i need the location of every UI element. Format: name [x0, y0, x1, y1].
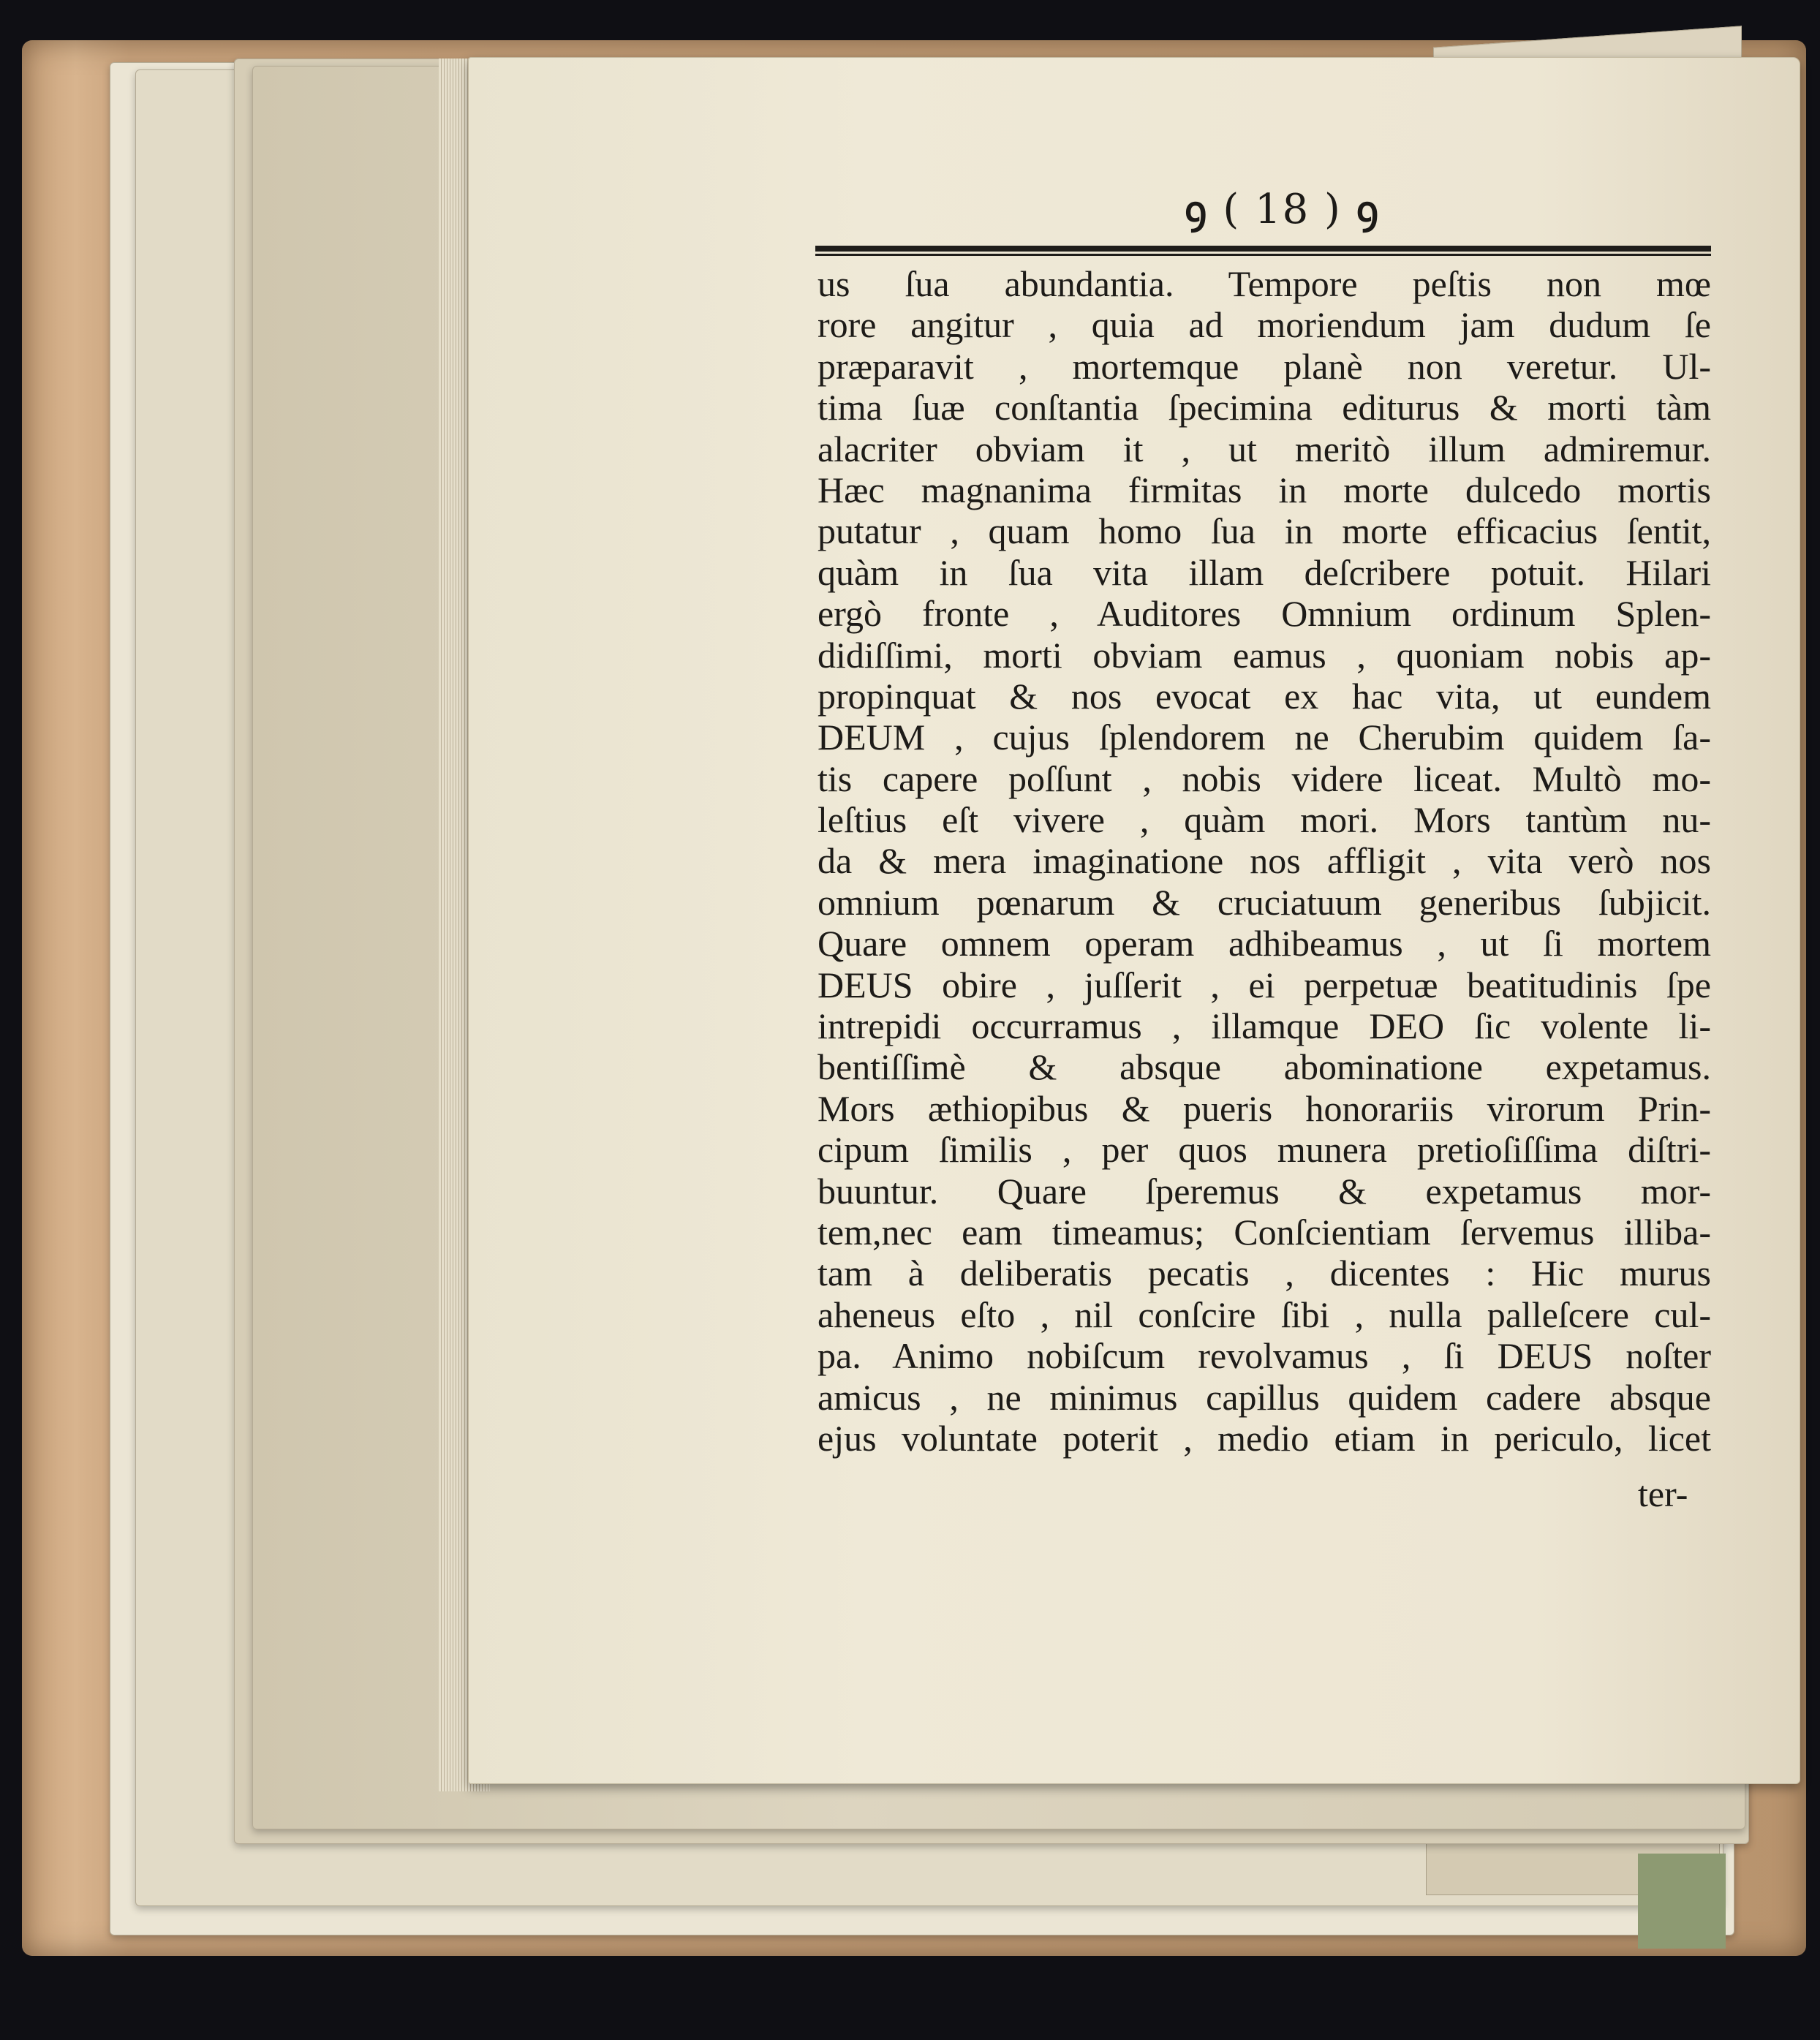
- text-line: didiſſimi, morti obviam eamus , quoniam nobis ap-: [818, 634, 1711, 676]
- text-line: tis capere poſſunt , nobis videre liceat. Multò mo-: [818, 758, 1711, 799]
- text-line: cipum ſimilis , per quos munera pretioſiſſima diſtri-: [818, 1129, 1711, 1171]
- text-line: tem,nec eam timeamus; Conſcientiam ſervemus illiba-: [818, 1211, 1711, 1253]
- text-line: rore angitur , quia ad moriendum jam dudum ſe: [818, 304, 1711, 346]
- text-line: Quare omnem operam adhibeamus , ut ſi mortem: [818, 923, 1711, 964]
- page-number: ( 18 ): [1223, 186, 1342, 233]
- text-line: buuntur. Quare ſperemus & expetamus mor-: [818, 1170, 1711, 1212]
- body-text: [818, 263, 1711, 1459]
- running-header: [1185, 183, 1380, 241]
- text-line: ejus voluntate poterit , medio etiam in periculo, licet: [818, 1417, 1711, 1459]
- text-line: alacriter obviam it , ut meritò illum admiremur.: [818, 428, 1711, 469]
- text-line: intrepidi occurramus , illamque DEO ſic volente li-: [818, 1005, 1711, 1047]
- text-line: ergò fronte , Auditores Omnium ordinum Splen-: [818, 593, 1711, 635]
- text-line: aheneus eſto , nil conſcire ſibi , nulla palleſcere cul-: [818, 1293, 1711, 1335]
- text-line: Hæc magnanima firmitas in morte dulcedo mortis: [818, 469, 1711, 510]
- fleuron-icon: ꝯ: [1356, 188, 1381, 233]
- catchword: ter-: [1638, 1473, 1688, 1514]
- text-line: us ſua abundantia. Tempore peſtis non mœ: [818, 263, 1711, 304]
- text-line: bentiſſimè & absque abominatione expetamus.: [818, 1046, 1711, 1088]
- text-line: pa. Animo nobiſcum revolvamus , ſi DEUS noſter: [818, 1335, 1711, 1377]
- text-line: propinquat & nos evocat ex hac vita, ut eundem: [818, 675, 1711, 717]
- text-line: da & mera imaginatione nos affligit , vita verò nos: [818, 840, 1711, 882]
- text-line: Mors æthiopibus & pueris honorariis virorum Prin-: [818, 1087, 1711, 1129]
- text-line: leſtius eſt vivere , quàm mori. Mors tantùm nu-: [818, 799, 1711, 841]
- text-line: putatur , quam homo ſua in morte efficacius ſentit,: [818, 510, 1711, 552]
- text-line: omnium pœnarum & cruciatuum generibus ſubjicit.: [818, 881, 1711, 923]
- text-line: præparavit , mortemque planè non veretur. Ul-: [818, 345, 1711, 387]
- text-line: quàm in ſua vita illam deſcribere potuit. Hilari: [818, 551, 1711, 593]
- fleuron-icon: ꝯ: [1185, 188, 1209, 233]
- text-line: amicus , ne minimus capillus quidem cadere absque: [818, 1376, 1711, 1418]
- text-line: tima ſuæ conſtantia ſpecimina editurus & morti tàm: [818, 387, 1711, 428]
- text-line: DEUM , cujus ſplendorem ne Cherubim quidem ſa-: [818, 717, 1711, 758]
- text-line: DEUS obire , juſſerit , ei perpetuæ beatitudinis ſpe: [818, 964, 1711, 1005]
- green-endpaper: [1638, 1854, 1726, 1949]
- header-rule: [815, 246, 1711, 256]
- text-line: tam à deliberatis pecatis , dicentes : Hic murus: [818, 1253, 1711, 1294]
